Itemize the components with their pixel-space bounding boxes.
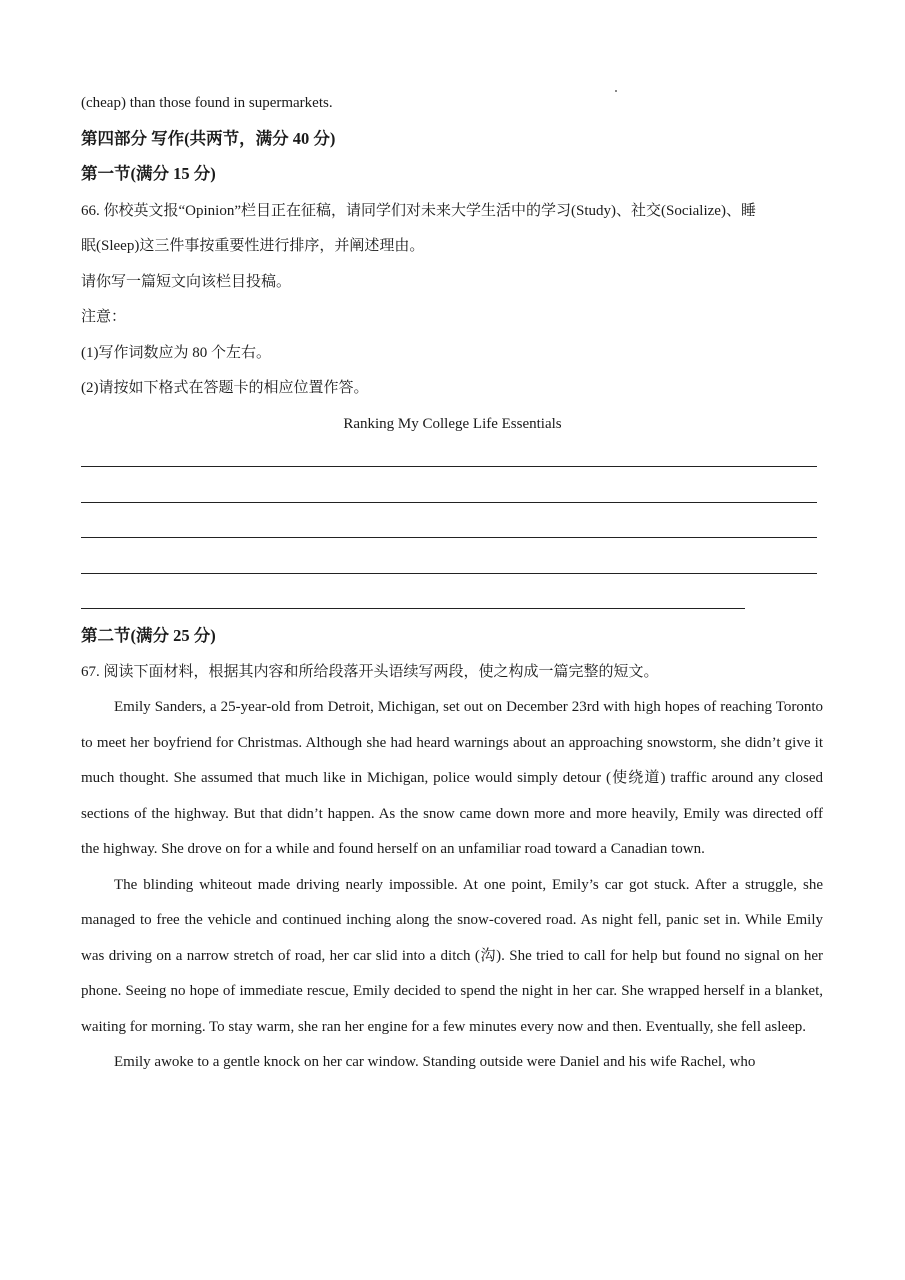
- question-66-line-2: 眠(Sleep)这三件事按重要性进行排序，并阐述理由。: [81, 238, 425, 254]
- part4-heading: 第四部分 写作(共两节，满分 40 分): [81, 129, 336, 148]
- question-66-line-3: 请你写一篇短文向该栏目投稿。: [81, 274, 292, 290]
- answer-line: [81, 608, 745, 609]
- question-66-line-1: 66. 你校英文报“Opinion”栏目正在征稿，请同学们对未来大学生活中的学习(Study)、社交(Socialize)、睡: [81, 203, 756, 219]
- essay-title: Ranking My College Life Essentials: [343, 416, 562, 432]
- question-67-intro: 67. 阅读下面材料，根据其内容和所给段落开头语续写两段，使之构成一篇完整的短文。: [81, 664, 659, 680]
- notes-label: 注意：: [81, 309, 127, 325]
- section2-heading: 第二节(满分 25 分): [81, 626, 216, 645]
- story-paragraph-2: The blinding whiteout made driving nearly impossible. At one point, Emily’s car got stuck. After a struggle, she managed to free the vehicle and continued inching along the snow-covered road. As night fell, panic set in. While Emily was driving on a narrow stretch of road, her car slid into a ditch (沟). She tried to call for help but found no signal on her phone. Seeing no hope of immediate rescue, Emily decided to spend the night in her car. She wrapped herself in a blanket, waiting for morning. To stay warm, she ran her engine for a few minutes every now and then. Eventually, she fell asleep.: [81, 876, 823, 1035]
- answer-line: [81, 537, 817, 538]
- story-text: [81, 690, 823, 1081]
- answer-line: [81, 466, 817, 467]
- section1-heading: 第一节(满分 15 分): [81, 164, 216, 183]
- answer-line: [81, 573, 817, 574]
- previous-question-tail: (cheap) than those found in supermarkets.: [81, 95, 333, 111]
- answer-line: [81, 502, 817, 503]
- stray-mark: [615, 90, 617, 92]
- note-1: (1)写作词数应为 80 个左右。: [81, 345, 271, 361]
- story-paragraph-3: Emily awoke to a gentle knock on her car window. Standing outside were Daniel and his wife Rachel, who: [114, 1054, 756, 1070]
- story-paragraph-1: Emily Sanders, a 25-year-old from Detroit, Michigan, set out on December 23rd with high hopes of reaching Toronto to meet her boyfriend for Christmas. Although she had heard warnings about an approaching snowstorm, she didn’t give it much thought. She assumed that much like in Michigan, police would simply detour (使绕道) traffic around any closed sections of the highway. But that didn’t happen. As the snow came down more and more heavily, Emily was directed off the highway. She drove on for a while and found herself on an unfamiliar road toward a Canadian town.: [81, 699, 823, 857]
- note-2: (2)请按如下格式在答题卡的相应位置作答。: [81, 380, 369, 396]
